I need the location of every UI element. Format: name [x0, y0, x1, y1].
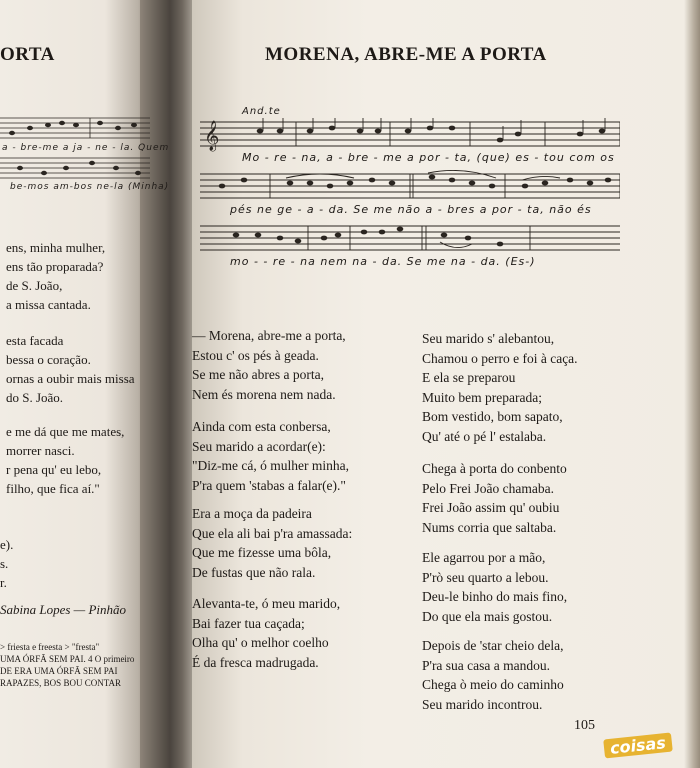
verse-line: Seu marido s' alebantou, — [422, 331, 555, 346]
left-verse-line: s. — [0, 556, 9, 571]
tempo-marking: And.te — [242, 106, 281, 117]
verse-line: Deu-le binho do mais fino, — [422, 589, 568, 604]
left-page-title: ORTA — [0, 44, 55, 65]
verse-line: Pelo Frei João chamaba. — [422, 480, 554, 496]
left-verse-line: esta facada — [6, 333, 64, 348]
left-verse-line: morrer nasci. — [6, 443, 75, 458]
left-music-lyric-1: a - bre-me a ja - ne - la. Quem — [2, 143, 170, 153]
left-footnote: RAPAZES, BOS BOU CONTAR — [0, 678, 121, 688]
svg-text:𝄞: 𝄞 — [204, 121, 220, 151]
left-footnote: UMA ÓRFÃ SEM PAI. 4 O primeiro — [0, 654, 135, 664]
verse-line: Chega à porta do conbento — [422, 461, 567, 476]
stanza-col1-2 — [192, 417, 349, 495]
watermark-logo: coisas — [603, 733, 672, 759]
verse-line: Chamou o perro e foi à caça. — [422, 350, 578, 366]
left-attribution: Sabina Lopes — Pinhão — [0, 602, 127, 617]
left-footnote: DE ERA UMA ÓRFÃ SEM PAI — [0, 666, 118, 676]
verse-line: Seu marido incontrou. — [422, 696, 543, 712]
verse-line: Chega ò meio do caminho — [422, 677, 564, 692]
stanza-col2-3 — [422, 548, 567, 626]
stanza-col2-1 — [422, 329, 578, 446]
verse-line: Seu marido a acordar(e): — [192, 438, 326, 454]
stanza-col2-4 — [422, 636, 564, 714]
verse-line: Que ela ali bai p'ra amassada: — [192, 525, 353, 541]
left-verse-line: a missa cantada. — [6, 297, 91, 312]
verse-line: Do que ela mais gostou. — [422, 608, 553, 624]
left-verse-line: r pena qu' eu lebo, — [6, 462, 102, 477]
stanza-col1-3 — [192, 504, 352, 582]
left-verse-line: ornas a oubir mais missa — [6, 371, 135, 386]
music-lyric-2: pés ne ge - a - da. Se me não a - bres a por - ta, não és — [230, 203, 592, 216]
verse-line: P'ra sua casa a mandou. — [422, 657, 551, 673]
left-verse-line: e me dá que me mates, — [6, 424, 125, 439]
verse-line: P'ra quem 'stabas a falar(e)." — [192, 477, 346, 493]
music-staff-2 — [200, 170, 620, 204]
left-music-lyric-2: be-mos am-bos ne-la (Minha) — [10, 182, 170, 192]
song-title: MORENA, ABRE-ME A PORTA — [265, 44, 547, 65]
music-lyric-3: mo - - re - na nem na - da. Se me na - da. (Es-) — [230, 255, 536, 268]
verse-line: Que me fizesse uma bôla, — [192, 545, 332, 560]
left-verse-line: ens, minha mulher, — [6, 240, 106, 255]
verse-line: E ela se preparou — [422, 370, 516, 385]
left-verse-line: do S. João. — [6, 390, 64, 405]
left-verse-line: bessa o coração. — [6, 352, 91, 367]
verse-line: Alevanta-te, ó meu marido, — [192, 596, 341, 611]
page-number: 105 — [574, 718, 595, 733]
stanza-col1-1 — [192, 326, 346, 404]
verse-line: "Diz-me cá, ó mulher minha, — [192, 458, 349, 473]
stanza-col2-2 — [422, 459, 567, 537]
verse-line: Bom vestido, bom sapato, — [422, 409, 563, 424]
verse-line: Ainda com esta conbersa, — [192, 419, 331, 434]
verse-line: Bai fazer tua caçada; — [192, 615, 305, 631]
verse-line: Era a moça da padeira — [192, 506, 312, 521]
music-lyric-1: Mo - re - na, a - bre - me a por - ta, (que) es - tou com os — [242, 151, 615, 164]
verse-line: Frei João assim qu' oubiu — [422, 500, 560, 515]
left-verse-line: r. — [0, 575, 7, 590]
music-staff-3 — [200, 222, 620, 256]
verse-line: Nem és morena nem nada. — [192, 386, 336, 402]
verse-line: Depois de 'star cheio dela, — [422, 638, 564, 653]
verse-line: É da fresca madrugada. — [192, 654, 319, 670]
verse-line: Ele agarrou por a mão, — [422, 550, 546, 565]
verse-line: Qu' até o pé l' estalaba. — [422, 428, 547, 444]
left-verse-line: de S. João, — [6, 278, 63, 293]
music-staff-1 — [200, 118, 620, 152]
verse-line: Nums corria que saltaba. — [422, 519, 557, 535]
left-verse-line: ens tão proparada? — [6, 259, 104, 274]
left-footnote: > friesta e freesta > "fresta" — [0, 642, 100, 652]
verse-line: P'rò seu quarto a lebou. — [422, 569, 549, 585]
left-verse-line: e). — [0, 537, 14, 552]
stanza-col1-4 — [192, 594, 340, 672]
verse-line: — Morena, abre-me a porta, — [192, 328, 346, 343]
verse-line: Se me não abres a porta, — [192, 367, 324, 382]
page-edge — [684, 0, 700, 768]
verse-line: De fustas que não rala. — [192, 564, 316, 580]
left-verse-line: filho, que fica aí." — [6, 481, 100, 496]
verse-line: Estou c' os pés à geada. — [192, 347, 319, 363]
verse-line: Muito bem preparada; — [422, 389, 542, 405]
verse-line: Olha qu' o melhor coelho — [192, 635, 329, 650]
